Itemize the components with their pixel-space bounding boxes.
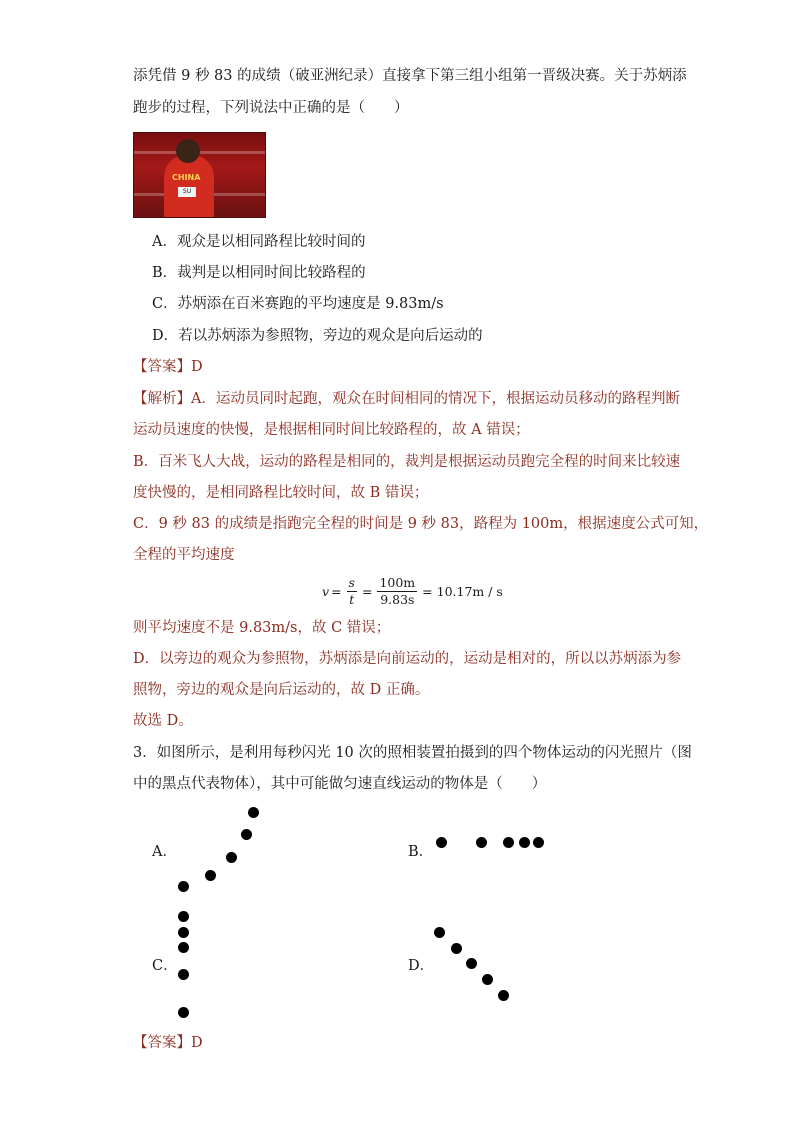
dot-d <box>466 958 477 969</box>
dot-b <box>519 837 530 848</box>
dot-d <box>451 943 462 954</box>
formula-frac1 <box>347 576 357 607</box>
dot-c <box>178 969 189 980</box>
q2-analysis-line2: 运动员速度的快慢，是根据相同时间比较路程的，故 A 错误； <box>133 422 530 438</box>
q3-answer <box>133 1033 203 1053</box>
q2-d-line1: D．以旁边的观众为参照物，苏炳添是向前运动的，运动是相对的，所以以苏炳添为参 <box>133 651 682 667</box>
q2-option-b: B．裁判是以相同时间比较路程的 <box>152 265 366 281</box>
q3-stem-line2: 中的黑点代表物体），其中可能做匀速直线运动的物体是（ ） <box>133 776 547 792</box>
formula-frac2 <box>377 576 417 607</box>
athlete-photo <box>133 132 266 218</box>
dot-b <box>476 837 487 848</box>
dot-c <box>178 911 189 922</box>
q3-answer-tag: 【答案】 <box>133 1035 191 1051</box>
q2-analysis-line4: 度快慢的，是相同路程比较时间，故 B 错误； <box>133 485 429 501</box>
dot-a <box>248 807 259 818</box>
photo-jersey-text: CHINA <box>172 173 201 182</box>
answer-tag: 【答案】 <box>133 359 191 375</box>
dot-a <box>241 829 252 840</box>
q2-option-d: D．若以苏炳添为参照物，旁边的观众是向后运动的 <box>152 328 483 344</box>
q3-label-a: A． <box>152 844 177 860</box>
frac2-numerator: 100m <box>379 575 416 590</box>
dot-b <box>436 837 447 848</box>
analysis-tag: 【解析】 <box>133 391 191 407</box>
q3-label-d: D． <box>408 958 435 974</box>
dot-d <box>482 974 493 985</box>
q2-analysis-line1 <box>133 389 680 409</box>
frac2-denominator: 9.83s <box>380 592 415 607</box>
dot-d <box>498 990 509 1001</box>
formula-result: = 10.17m / s <box>422 583 503 599</box>
frac1-denominator: t <box>349 592 355 607</box>
q2-analysis-line3: B．百米飞人大战，运动的路程是相同的，裁判是根据运动员跑完全程的时间来比较速 <box>133 454 681 470</box>
q2-conclusion: 故选 D。 <box>133 713 193 729</box>
q3-stem-line1: 3．如图所示，是利用每秒闪光 10 次的照相装置拍摄到的四个物体运动的闪光照片（图 <box>133 745 692 761</box>
q2-option-c: C．苏炳添在百米赛跑的平均速度是 9.83m/s <box>152 296 444 312</box>
dot-b <box>503 837 514 848</box>
q2-stem-line1: 添凭借 9 秒 83 的成绩（破亚洲纪录）直接拿下第三组小组第一晋级决赛。关于苏炳添 <box>133 68 687 84</box>
dot-a <box>226 852 237 863</box>
q3-label-c: C． <box>152 958 178 974</box>
formula-eq2: = <box>361 583 373 599</box>
q2-analysis-line5: C．9 秒 83 的成绩是指跑完全程的时间是 9 秒 83，路程为 100m，根据速度公式可知， <box>133 516 709 532</box>
velocity-formula <box>322 576 503 607</box>
athlete-head <box>176 139 200 163</box>
formula-lhs: v <box>322 583 330 599</box>
q2-after-formula: 则平均速度不是 9.83m/s，故 C 错误； <box>133 620 391 636</box>
analysis-text: A．运动员同时起跑，观众在时间相同的情况下，根据运动员移动的路程判断 <box>191 391 680 407</box>
frac1-numerator: s <box>348 575 355 590</box>
dot-b <box>533 837 544 848</box>
dot-a <box>205 870 216 881</box>
q2-analysis-line6: 全程的平均速度 <box>133 547 235 563</box>
q2-d-line2: 照物，旁边的观众是向后运动的，故 D 正确。 <box>133 682 430 698</box>
dot-c <box>178 1007 189 1018</box>
photo-bib: SU <box>178 187 196 197</box>
q2-stem-line2: 跑步的过程，下列说法中正确的是（ ） <box>133 100 409 116</box>
dot-c <box>178 927 189 938</box>
q2-option-a: A．观众是以相同路程比较时间的 <box>152 234 366 250</box>
formula-eq1: = <box>331 583 342 599</box>
q3-answer-value: D <box>191 1035 203 1051</box>
answer-value: D <box>191 359 203 375</box>
dot-a <box>178 881 189 892</box>
dot-c <box>178 942 189 953</box>
q2-answer <box>133 357 203 377</box>
q3-label-b: B． <box>408 844 434 860</box>
dot-d <box>434 927 445 938</box>
